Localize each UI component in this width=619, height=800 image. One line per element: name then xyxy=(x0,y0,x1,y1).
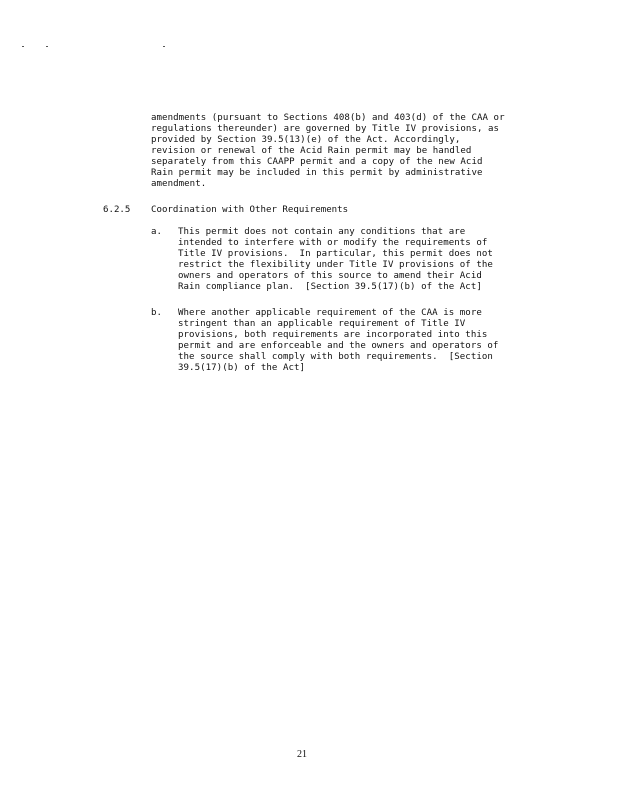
paragraph-line: regulations thereunder) are governed by Title IV provisions, as xyxy=(151,124,500,134)
item-line: Where another applicable requirement of the CAA is more xyxy=(178,308,482,318)
scan-speck xyxy=(163,46,165,47)
paragraph-line: revision or renewal of the Acid Rain permit may be handled xyxy=(151,146,472,156)
item-line: intended to interfere with or modify the requirements of xyxy=(178,238,488,248)
paragraph-line: Rain permit may be included in this permit by administrative xyxy=(151,168,483,178)
item-line: stringent than an applicable requirement of Title IV xyxy=(178,319,466,329)
page-number: 21 xyxy=(297,749,307,760)
item-line: restrict the flexibility under Title IV provisions of the xyxy=(178,260,493,270)
item-line: Rain compliance plan. [Section 39.5(17)(b) of the Act] xyxy=(178,282,482,292)
scan-speck xyxy=(22,46,24,47)
item-marker: b. xyxy=(151,308,162,318)
paragraph-line: amendments (pursuant to Sections 408(b) and 403(d) of the CAA or xyxy=(151,113,505,123)
paragraph-line: separately from this CAAPP permit and a copy of the new Acid xyxy=(151,157,483,167)
item-line: permit and are enforceable and the owners and operators of xyxy=(178,341,499,351)
scan-speck xyxy=(46,46,48,47)
paragraph-line: provided by Section 39.5(13)(e) of the Act. Accordingly, xyxy=(151,135,461,145)
item-line: provisions, both requirements are incorporated into this xyxy=(178,330,488,340)
section-number: 6.2.5 xyxy=(103,205,131,215)
section-title: Coordination with Other Requirements xyxy=(151,205,349,215)
item-line: Title IV provisions. In particular, this permit does not xyxy=(178,249,493,259)
item-marker: a. xyxy=(151,227,162,237)
item-line: owners and operators of this source to amend their Acid xyxy=(178,271,482,281)
paragraph-line: amendment. xyxy=(151,179,207,189)
item-line: This permit does not contain any conditions that are xyxy=(178,227,466,237)
item-line: 39.5(17)(b) of the Act] xyxy=(178,363,306,373)
item-line: the source shall comply with both requirements. [Section xyxy=(178,352,493,362)
